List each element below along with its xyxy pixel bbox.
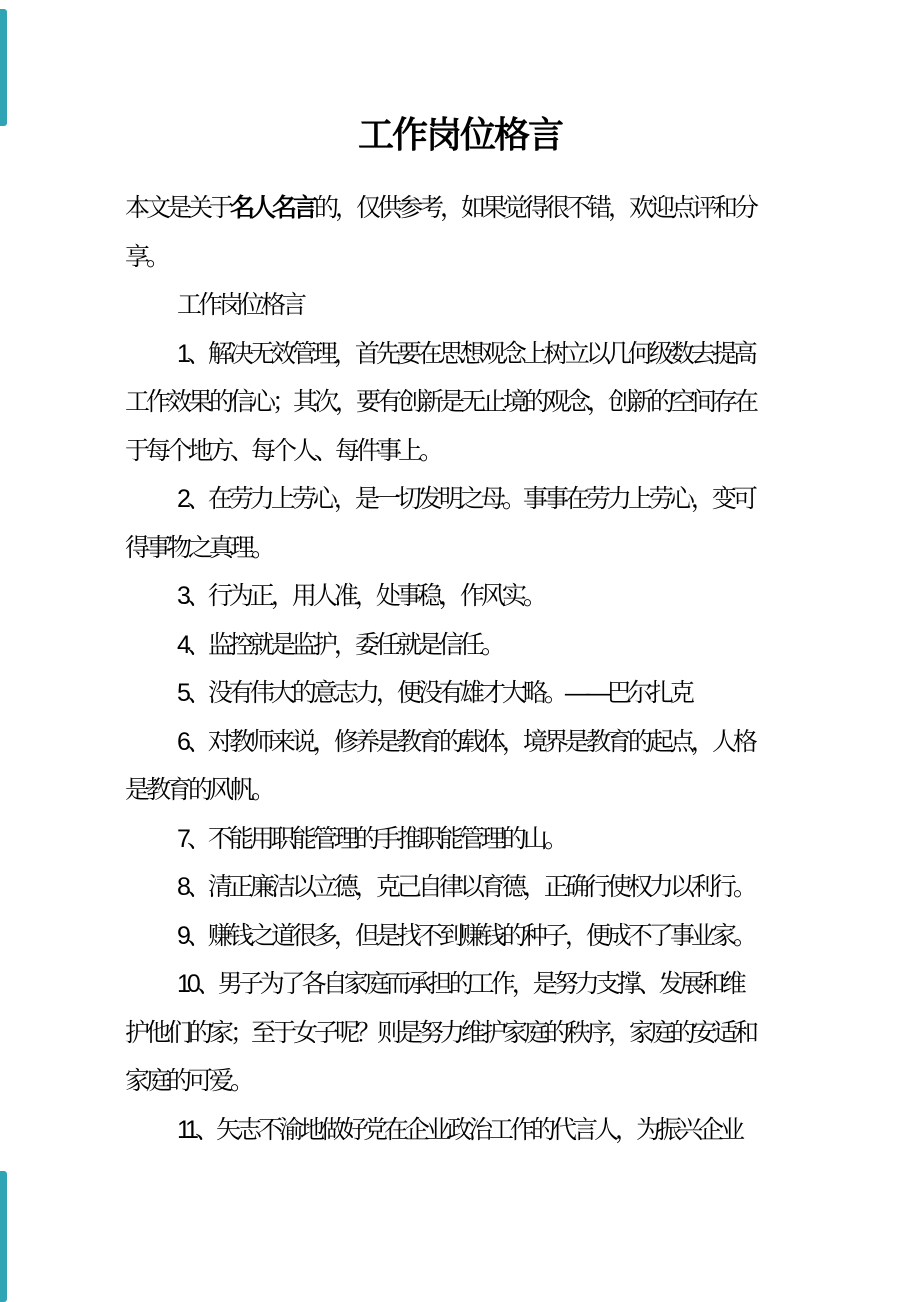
- subtitle-line-1: [125, 281, 805, 330]
- intro-paragraph-line-2: [125, 233, 805, 282]
- text-segment: 家庭的可爱。: [125, 1067, 252, 1095]
- text-segment: 10、男子为了各自家庭而承担的工作，是努力支撑、发展和维: [177, 970, 743, 998]
- text-segment: 1、解决无效管理，首先要在思想观念上树立以几何级数去提高: [177, 339, 754, 368]
- page-edge-accent-bottom: [0, 1171, 7, 1302]
- text-segment: 工作岗位格言: [177, 291, 304, 319]
- quote-10-line-3: [125, 1057, 805, 1106]
- text-segment: 2、在劳力上劳心，是一切发明之母。事事在劳力上劳心，变可: [177, 485, 754, 513]
- text-segment: 工作效果的信心；其次，要有创新是无止境的观念，创新的空间存在: [125, 388, 756, 416]
- intro-paragraph-line-1: [125, 184, 805, 233]
- text-segment: 6、对教师来说，修养是教育的载体，境界是教育的起点，人格: [177, 727, 754, 756]
- text-segment: 得事物之真理。: [125, 533, 273, 562]
- quote-10-line-1: [125, 960, 805, 1009]
- page-title: 工作岗位格言: [357, 114, 562, 156]
- text-segment: 3、行为正，用人准，处事稳，作风实。: [177, 582, 544, 610]
- text-segment: 9、赚钱之道很多，但是找不到赚钱的种子，便成不了事业家。: [177, 921, 754, 950]
- quote-4-line-1: [125, 621, 805, 670]
- quote-10-line-2: [125, 1009, 805, 1058]
- text-segment: 是教育的风帆。: [125, 776, 273, 804]
- text-segment: 本文是关于: [125, 194, 231, 222]
- quote-11-line-1: [125, 1106, 805, 1155]
- text-segment: 4、监控就是监护，委任就是信任。: [177, 630, 502, 659]
- text-segment: 的，仅供参考，如果觉得很不错，欢迎点评和分: [314, 194, 756, 222]
- quote-8-line-1: [125, 863, 805, 912]
- bold-text-segment: 名人名言: [230, 194, 315, 222]
- text-segment: 5、没有伟大的意志力，便没有雄才大略。——巴尔扎克: [177, 679, 691, 707]
- text-segment: 11、矢志不渝地做好党在企业政治工作的代言人，为振兴企业: [177, 1115, 741, 1144]
- quote-2-line-2: [125, 524, 805, 573]
- page-edge-accent-top: [0, 9, 7, 126]
- quote-1-line-1: [125, 330, 805, 379]
- text-segment: 护他们的家；至于女子呢？则是努力维护家庭的秩序，家庭的安适和: [125, 1018, 756, 1047]
- quote-2-line-1: [125, 475, 805, 524]
- quote-3-line-1: [125, 572, 805, 621]
- quote-6-line-2: [125, 766, 805, 815]
- text-segment: 于每个地方、每个人、每件事上。: [125, 436, 441, 465]
- text-segment: 8、清正廉洁以立德，克己自律以育德，正确行使权力以利行。: [177, 873, 754, 901]
- quote-5-line-1: [125, 669, 805, 718]
- quote-9-line-1: [125, 912, 805, 961]
- quote-1-line-2: [125, 378, 805, 427]
- quote-7-line-1: [125, 815, 805, 864]
- text-segment: 7、不能用职能管理的手推职能管理的山。: [177, 824, 565, 853]
- quote-1-line-3: [125, 427, 805, 476]
- document-body: [125, 184, 805, 1154]
- text-segment: 享。: [125, 242, 168, 271]
- quote-6-line-1: [125, 718, 805, 767]
